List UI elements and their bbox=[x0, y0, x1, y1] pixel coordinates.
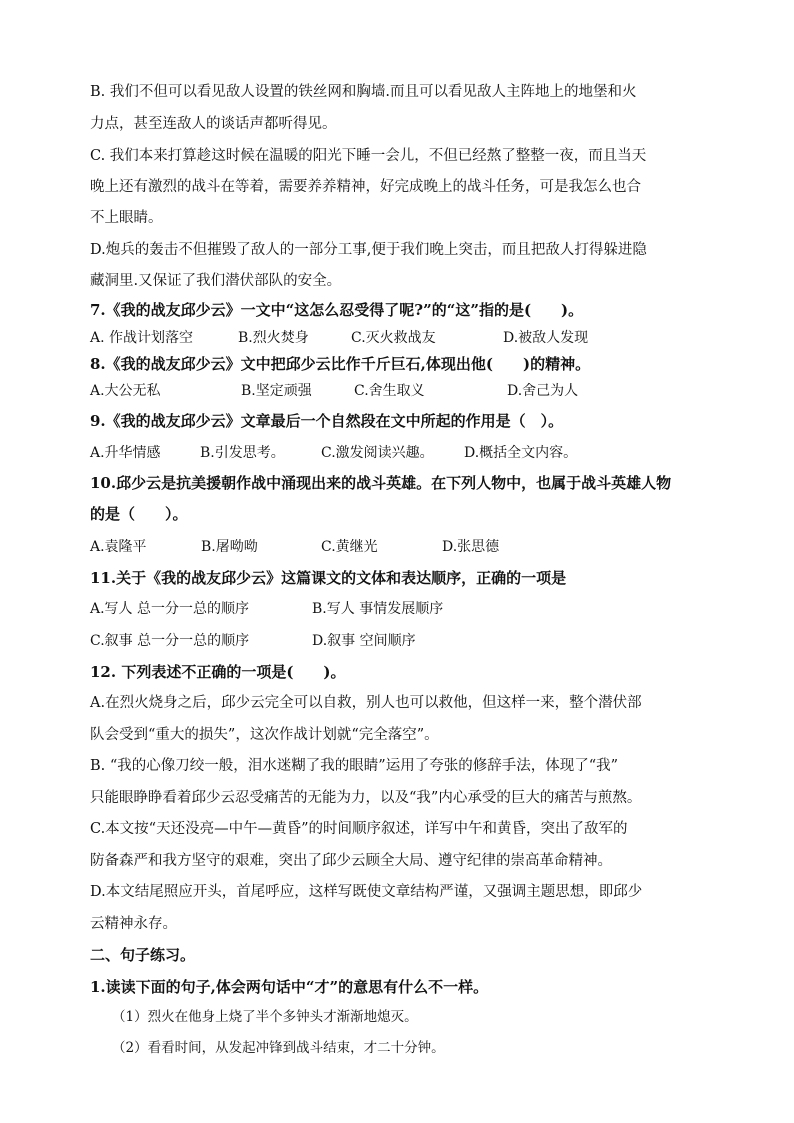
question-12-option-c-line-2: 防备森严和我方坚守的艰难，突出了邱少云顾全大局、遵守纪律的崇高革命精神。 bbox=[90, 853, 612, 869]
option-c: C.叙事 总一分一总的顺序 bbox=[90, 633, 250, 649]
question-8-options bbox=[90, 381, 720, 401]
sentence-2: （2）看看时间，从发起冲锋到战斗结束，才二十分钟。 bbox=[112, 1040, 445, 1056]
option-a: A. 作战计划落空 bbox=[90, 330, 194, 346]
option-a: A.写人 总一分一总的顺序 bbox=[90, 601, 250, 617]
option-b-line-2: 力点，甚至连敌人的谈话声都听得见。 bbox=[90, 116, 337, 132]
question-12-option-d-line-2: 云精神永存。 bbox=[90, 916, 177, 932]
option-a: A.大公无私 bbox=[90, 383, 161, 399]
option-d-line-1: D.炮兵的轰击不但摧毁了敌人的一部分工事,便于我们晚上突击，而且把敌人打得躲进隐 bbox=[90, 242, 647, 258]
option-c-line-3: 不上眼睛。 bbox=[90, 210, 163, 226]
option-d: D.概括全文内容。 bbox=[464, 445, 578, 461]
question-9: 9.《我的战友邱少云》文章最后一个自然段在文中所起的作用是（ ）。 bbox=[90, 412, 564, 430]
question-10-line-1: 10.邱少云是抗美援朝作战中涌现出来的战斗英雄。在下列人物中，也属于战斗英雄人物 bbox=[90, 474, 672, 492]
option-b-line-1: B. 我们不但可以看见敌人设置的铁丝网和胸墙.而且可以看见敌人主阵地上的地堡和火 bbox=[90, 84, 637, 100]
option-a: A.袁隆平 bbox=[90, 539, 147, 555]
question-7: 7.《我的战友邱少云》一文中“这怎么忍受得了呢?”的“这”指的是( )。 bbox=[90, 301, 584, 319]
question-11-options-row-2 bbox=[90, 631, 720, 651]
option-c-line-1: C. 我们本来打算趁这时候在温暖的阳光下睡一会儿，不但已经熬了整整一夜，而且当天 bbox=[90, 148, 647, 164]
section-2-heading: 二、句子练习。 bbox=[90, 946, 196, 964]
question-12-option-a-line-2: 队会受到“重大的损失”，这次作战计划就“完全落空”。 bbox=[90, 727, 439, 743]
option-b: B.引发思考。 bbox=[200, 445, 285, 461]
option-d: D.舍己为人 bbox=[507, 383, 579, 399]
option-c: C.灭火救战友 bbox=[351, 330, 436, 346]
question-12-option-c-line-1: C.本文按“天还没亮—中午—黄昏”的时间顺序叙述，详写中午和黄昏，突出了敌军的 bbox=[90, 821, 628, 837]
option-b: B.烈火焚身 bbox=[238, 330, 309, 346]
option-d-line-2: 藏洞里.又保证了我们潜伏部队的安全。 bbox=[90, 273, 342, 289]
question-12-option-d-line-1: D.本文结尾照应开头，首尾呼应，这样写既使文章结构严谨，又强调主题思想，即邱少 bbox=[90, 884, 643, 900]
question-8: 8.《我的战友邱少云》文中把邱少云比作千斤巨石,体现出他( )的精神。 bbox=[90, 355, 591, 373]
sentence-1: （1）烈火在他身上烧了半个多钟头才渐渐地熄灭。 bbox=[112, 1009, 418, 1025]
question-10-line-2: 的是（ ）。 bbox=[90, 505, 188, 523]
question-11: 11.关于《我的战友邱少云》这篇课文的文体和表达顺序，正确的一项是 bbox=[90, 569, 567, 587]
option-c-line-2: 晚上还有激烈的战斗在等着，需要养养精神，好完成晚上的战斗任务，可是我怎么也合 bbox=[90, 179, 641, 195]
section-2-question-1: 1.读读下面的句子,体会两句话中“才”的意思有什么不一样。 bbox=[90, 978, 489, 996]
question-7-options bbox=[90, 328, 720, 348]
option-d: D.被敌人发现 bbox=[503, 330, 589, 346]
option-d: D.张思德 bbox=[442, 539, 500, 555]
option-a: A.升华情感 bbox=[90, 445, 161, 461]
option-c: C.黄继光 bbox=[321, 539, 378, 555]
question-12: 12. 下列表述不正确的一项是( )。 bbox=[90, 663, 346, 681]
option-c: C.激发阅读兴趣。 bbox=[321, 445, 434, 461]
question-12-option-a-line-1: A.在烈火烧身之后，邱少云完全可以自救，别人也可以救他，但这样一来，整个潜伏部 bbox=[90, 695, 642, 711]
option-b: B.坚定顽强 bbox=[241, 383, 312, 399]
option-b: B.写人 事情发展顺序 bbox=[312, 601, 444, 617]
option-d: D.叙事 空间顺序 bbox=[312, 633, 416, 649]
question-10-options bbox=[90, 537, 720, 557]
question-12-option-b-line-1: B. “我的心像刀绞一般，泪水迷糊了我的眼睛”运用了夸张的修辞手法，体现了“我” bbox=[90, 758, 619, 774]
question-12-option-b-line-2: 只能眼睁睁看着邱少云忍受痛苦的无能为力，以及“我”内心承受的巨大的痛苦与煎熬。 bbox=[90, 790, 642, 806]
question-11-options-row-1 bbox=[90, 599, 720, 619]
option-c: C.舍生取义 bbox=[354, 383, 425, 399]
question-9-options bbox=[90, 443, 720, 463]
option-b: B.屠呦呦 bbox=[201, 539, 258, 555]
